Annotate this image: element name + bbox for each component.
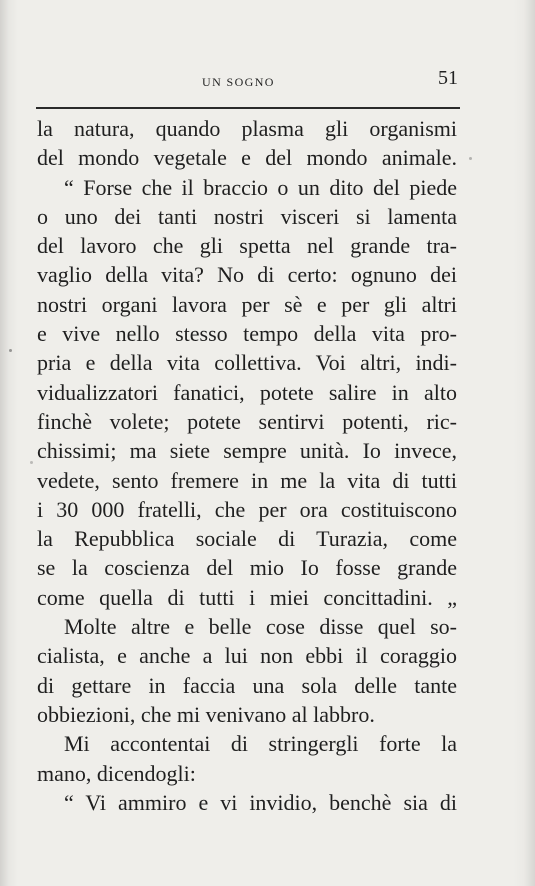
text-line: nostri organi lavora per sè e per gli altri bbox=[37, 291, 457, 317]
text-line: Molte altre e belle cose disse quel so- bbox=[64, 614, 457, 640]
text-line: di gettare in faccia una sola delle tante bbox=[37, 672, 457, 698]
text-line: del lavoro che gli spetta nel grande tra- bbox=[37, 233, 457, 259]
text-line: come quella di tutti i miei concittadini. „ bbox=[37, 584, 457, 610]
paper-speck bbox=[30, 461, 33, 464]
page-header bbox=[36, 64, 460, 92]
text-line: pria e della vita collettiva. Voi altri, indi- bbox=[37, 350, 457, 376]
paper-speck bbox=[9, 349, 12, 352]
header-rule bbox=[36, 107, 460, 109]
text-line: Mi accontentai di stringergli forte la bbox=[64, 731, 457, 757]
text-line: vidualizzatori fanatici, potete salire in alto bbox=[37, 379, 457, 405]
text-line: la Repubblica sociale di Turazia, come bbox=[37, 526, 457, 552]
paper-speck bbox=[469, 157, 472, 160]
text-line: e vive nello stesso tempo della vita pro- bbox=[37, 321, 457, 347]
text-line: finchè volete; potete sentirvi potenti, ric- bbox=[37, 408, 457, 434]
page-number: 51 bbox=[438, 67, 458, 89]
text-line: vaglio della vita? No di certo: ognuno dei bbox=[37, 262, 457, 288]
text-line: se la coscienza del mio Io fosse grande bbox=[37, 555, 457, 581]
text-line: chissimi; ma siete sempre unità. Io invece, bbox=[37, 438, 457, 464]
text-line: “ Vi ammiro e vi invidio, benchè sia di bbox=[64, 789, 457, 815]
text-line: cialista, e anche a lui non ebbi il coraggio bbox=[37, 643, 457, 669]
text-line: del mondo vegetale e del mondo animale. bbox=[37, 145, 457, 171]
body-text bbox=[37, 114, 457, 817]
text-line: obbiezioni, che mi venivano al labbro. bbox=[37, 701, 375, 727]
text-line: la natura, quando plasma gli organismi bbox=[37, 116, 457, 141]
running-title: UN SOGNO bbox=[202, 75, 275, 89]
text-line: o uno dei tanti nostri visceri si lamenta bbox=[37, 203, 457, 229]
text-line: vedete, sento fremere in me la vita di tutti bbox=[37, 467, 457, 493]
text-line: i 30 000 fratelli, che per ora costituiscono bbox=[37, 496, 457, 522]
text-line: “ Forse che il braccio o un dito del piede bbox=[64, 174, 457, 200]
text-line: mano, dicendogli: bbox=[37, 760, 196, 786]
